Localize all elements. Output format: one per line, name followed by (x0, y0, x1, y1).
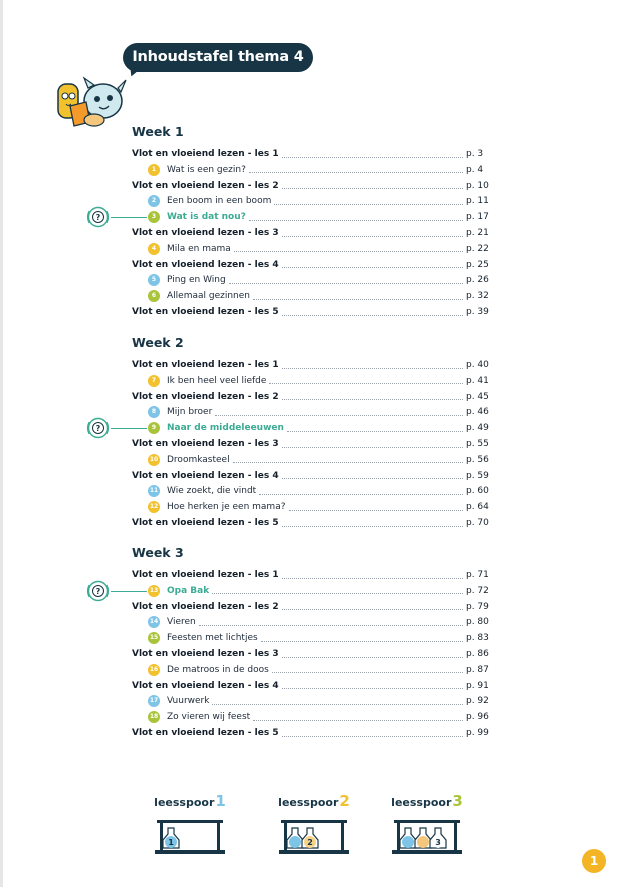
toc-lesson-row[interactable] (132, 567, 490, 583)
toc-entry-title: Vlot en vloeiend lezen - les 3 (132, 649, 279, 659)
toc-page-ref: p. 59 (466, 470, 489, 481)
toc-entry-title: Zo vieren wij feest (167, 712, 251, 723)
toc-story-row[interactable] (148, 499, 490, 515)
toc-highlight-story-row[interactable] (148, 209, 490, 225)
toc-story-row[interactable] (148, 693, 490, 709)
question-badge-icon (84, 206, 112, 228)
svg-text:1: 1 (168, 838, 174, 847)
toc-page-ref: p. 71 (466, 570, 489, 580)
leesspoor-label: leesspoor (154, 796, 215, 809)
toc-entry-title: Vlot en vloeiend lezen - les 3 (132, 439, 279, 449)
toc-page-ref: p. 25 (466, 259, 489, 270)
leesspoor-1 (144, 791, 236, 856)
toc-lesson-row[interactable] (132, 357, 490, 373)
dot-leader (282, 688, 463, 689)
dot-leader (269, 383, 463, 384)
dot-leader (249, 172, 463, 173)
toc-page-ref: p. 56 (466, 454, 489, 465)
toc-entry-title: Wie zoekt, die vindt (167, 486, 257, 497)
toc-lesson-row[interactable] (132, 725, 490, 741)
toc-lesson-row[interactable] (132, 257, 490, 273)
dot-leader (282, 657, 463, 658)
toc-entry-title: Feesten met lichtjes (167, 633, 258, 644)
svg-text:?: ? (95, 424, 101, 434)
toc-story-row[interactable] (148, 483, 490, 499)
story-number-badge: 16 (148, 664, 160, 676)
dot-leader (253, 720, 463, 721)
toc-entry-title: Vlot en vloeiend lezen - les 4 (132, 470, 279, 481)
story-number-badge: 15 (148, 632, 160, 644)
toc-page-ref: p. 17 (466, 212, 489, 223)
toc-entry-title: Vlot en vloeiend lezen - les 5 (132, 307, 279, 317)
question-badge-icon (84, 417, 112, 439)
dot-leader (199, 625, 463, 626)
dot-leader (282, 578, 463, 579)
toc-entry-title: Vuurwerk (167, 696, 210, 707)
toc-page-ref: p. 40 (466, 360, 489, 370)
toc-story-row[interactable] (148, 373, 490, 389)
dot-leader (259, 494, 463, 495)
leesspoor-2 (268, 791, 360, 856)
toc-lesson-row[interactable] (132, 468, 490, 484)
dot-leader (282, 157, 463, 158)
toc-lesson-row[interactable] (132, 146, 490, 162)
story-number-badge: 4 (148, 243, 160, 255)
toc-story-row[interactable] (148, 404, 490, 420)
toc-page-ref: p. 11 (466, 196, 489, 207)
toc-entry-title: Naar de middeleeuwen (167, 423, 284, 434)
leesspoor-number: 2 (339, 792, 350, 810)
toc-story-row[interactable] (148, 614, 490, 630)
toc-entry-title: Vlot en vloeiend lezen - les 5 (132, 728, 279, 738)
dot-leader (289, 510, 464, 511)
story-number-badge: 11 (148, 485, 160, 497)
toc-page-ref: p. 86 (466, 649, 489, 659)
toc-story-row[interactable] (148, 162, 490, 178)
toc-story-row[interactable] (148, 241, 490, 257)
toc-entry-title: Vlot en vloeiend lezen - les 1 (132, 360, 279, 370)
toc-entry-title: Een boom in een boom (167, 196, 272, 207)
toc-entry-title: Vlot en vloeiend lezen - les 5 (132, 518, 279, 528)
toc-entry-title: Droomkasteel (167, 454, 230, 465)
toc-page-ref: p. 21 (466, 228, 489, 238)
story-number-badge: 8 (148, 406, 160, 418)
week-heading: Week 2 (132, 335, 184, 350)
toc-page-ref: p. 22 (466, 243, 489, 254)
toc-page-ref: p. 80 (466, 617, 489, 628)
toc-page-ref: p. 3 (466, 149, 484, 159)
question-badge-icon (84, 580, 112, 602)
dot-leader (212, 593, 463, 594)
toc-story-row[interactable] (148, 709, 490, 725)
dot-leader (282, 736, 463, 737)
toc-page-ref: p. 32 (466, 291, 489, 302)
story-number-badge: 3 (148, 211, 160, 223)
dot-leader (282, 399, 463, 400)
dot-leader (274, 204, 463, 205)
toc-page-ref: p. 60 (466, 486, 489, 497)
toc-page-ref: p. 10 (466, 180, 489, 191)
leesspoor-number: 3 (452, 792, 463, 810)
story-number-badge: 6 (148, 290, 160, 302)
toc-lesson-row[interactable] (132, 436, 490, 452)
dot-leader (272, 672, 463, 673)
story-number-badge: 5 (148, 274, 160, 286)
dot-leader (229, 283, 463, 284)
svg-text:?: ? (95, 586, 101, 596)
toc-page-ref: p. 96 (466, 712, 489, 723)
story-number-badge: 13 (148, 585, 160, 597)
toc-lesson-row[interactable] (132, 304, 490, 320)
toc-entry-title: Ping en Wing (167, 275, 226, 286)
story-number-badge: 14 (148, 616, 160, 628)
toc-entry-title: Vlot en vloeiend lezen - les 4 (132, 680, 279, 691)
week-heading: Week 3 (132, 545, 184, 560)
toc-page-ref: p. 49 (466, 423, 489, 434)
page-number: 1 (582, 849, 606, 873)
toc-entry-title: Vieren (167, 617, 196, 628)
page-title: Inhoudstafel thema 4 (123, 43, 313, 72)
leesspoor-label: leesspoor (278, 796, 339, 809)
toc-lesson-row[interactable] (132, 678, 490, 694)
bottle-rack-icon (390, 814, 464, 856)
toc-lesson-row[interactable] (132, 225, 490, 241)
dot-leader (282, 315, 463, 316)
toc-page-ref: p. 46 (466, 407, 489, 418)
toc-entry-title: Allemaal gezinnen (167, 291, 250, 302)
dot-leader (282, 447, 463, 448)
story-number-badge: 18 (148, 711, 160, 723)
toc-highlight-story-row[interactable] (148, 420, 490, 436)
leesspoor-number: 1 (215, 792, 226, 810)
dot-leader (282, 478, 463, 479)
toc-lesson-row[interactable] (132, 599, 490, 615)
dot-leader (282, 609, 463, 610)
toc-entry-title: Vlot en vloeiend lezen - les 2 (132, 601, 279, 612)
toc-lesson-row[interactable] (132, 389, 490, 405)
toc-highlight-story-row[interactable] (148, 583, 490, 599)
toc-entry-title: Wat is dat nou? (167, 212, 246, 223)
toc-entry-title: Vlot en vloeiend lezen - les 1 (132, 570, 279, 580)
toc-story-row[interactable] (148, 452, 490, 468)
dot-leader (282, 188, 463, 189)
dot-leader (282, 368, 463, 369)
connector-line (111, 217, 147, 218)
story-number-badge: 17 (148, 695, 160, 707)
story-number-badge: 7 (148, 375, 160, 387)
toc-page-ref: p. 41 (466, 375, 489, 386)
toc-entry-title: Opa Bak (167, 585, 210, 596)
toc-entry-title: Vlot en vloeiend lezen - les 3 (132, 228, 279, 238)
toc-entry-title: Vlot en vloeiend lezen - les 4 (132, 259, 279, 270)
toc-page-ref: p. 55 (466, 439, 489, 449)
toc-entry-title: Mijn broer (167, 407, 213, 418)
bottle-rack-icon (277, 814, 351, 856)
toc-story-row[interactable] (148, 193, 490, 209)
toc-page-ref: p. 26 (466, 275, 489, 286)
toc-page-ref: p. 64 (466, 502, 489, 513)
dot-leader (212, 704, 463, 705)
toc-page-ref: p. 92 (466, 696, 489, 707)
toc-lesson-row[interactable] (132, 646, 490, 662)
toc-entry-title: Ik ben heel veel liefde (167, 375, 267, 386)
toc-lesson-row[interactable] (132, 515, 490, 531)
svg-text:3: 3 (435, 838, 441, 847)
story-number-badge: 12 (148, 501, 160, 513)
dot-leader (287, 431, 463, 432)
toc-page-ref: p. 4 (466, 164, 484, 175)
toc-lesson-row[interactable] (132, 178, 490, 194)
toc-page-ref: p. 39 (466, 307, 489, 317)
dot-leader (253, 299, 463, 300)
toc-page-ref: p. 83 (466, 633, 489, 644)
story-number-badge: 9 (148, 422, 160, 434)
connector-line (111, 591, 147, 592)
toc-page-ref: p. 91 (466, 680, 489, 691)
dot-leader (282, 267, 463, 268)
page-edge (0, 0, 3, 887)
week-heading: Week 1 (132, 124, 184, 139)
toc-story-row[interactable] (148, 630, 490, 646)
toc-page-ref: p. 87 (466, 664, 489, 675)
toc-entry-title: Vlot en vloeiend lezen - les 2 (132, 391, 279, 402)
bottle-rack-icon (153, 814, 227, 856)
toc-page-ref: p. 99 (466, 728, 489, 738)
toc-entry-title: Vlot en vloeiend lezen - les 2 (132, 180, 279, 191)
dot-leader (249, 220, 463, 221)
toc-page-ref: p. 70 (466, 518, 489, 528)
connector-line (111, 428, 147, 429)
toc-story-row[interactable] (148, 288, 490, 304)
toc-page-ref: p. 72 (466, 585, 489, 596)
toc-entry-title: Hoe herken je een mama? (167, 502, 286, 513)
leesspoor-3 (381, 791, 473, 856)
story-number-badge: 2 (148, 195, 160, 207)
dot-leader (215, 415, 463, 416)
dot-leader (233, 462, 463, 463)
toc-page-ref: p. 79 (466, 601, 489, 612)
leesspoor-label: leesspoor (391, 796, 452, 809)
story-number-badge: 10 (148, 454, 160, 466)
toc-entry-title: Wat is een gezin? (167, 164, 246, 175)
dot-leader (282, 236, 463, 237)
dot-leader (261, 641, 463, 642)
story-number-badge: 1 (148, 164, 160, 176)
toc-story-row[interactable] (148, 662, 490, 678)
toc-page-ref: p. 45 (466, 391, 489, 402)
toc-story-row[interactable] (148, 272, 490, 288)
mascot-illustration (56, 76, 134, 130)
toc-entry-title: De matroos in de doos (167, 664, 269, 675)
toc-entry-title: Vlot en vloeiend lezen - les 1 (132, 149, 279, 159)
toc-entry-title: Mila en mama (167, 243, 231, 254)
svg-text:2: 2 (307, 838, 313, 847)
dot-leader (234, 251, 463, 252)
svg-text:?: ? (95, 213, 101, 223)
dot-leader (282, 526, 463, 527)
